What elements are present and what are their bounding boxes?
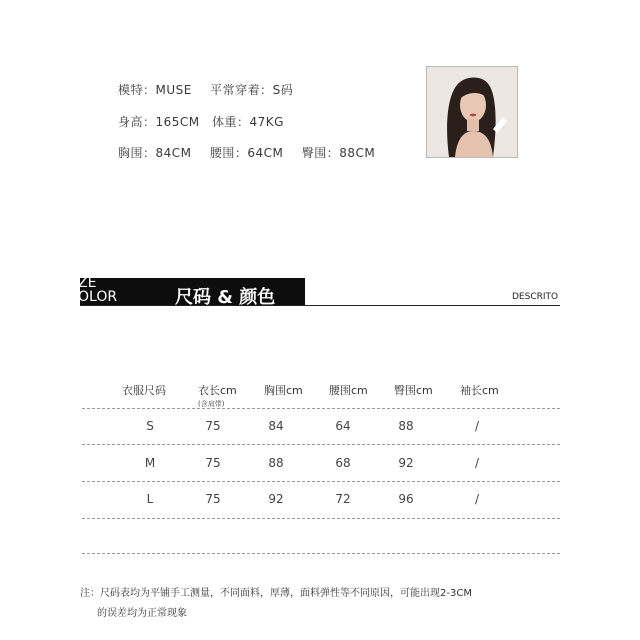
cell-sleeve: / [474, 492, 480, 506]
model-info-line-3 [118, 144, 375, 161]
note-line-1: 注：尺码表均为平铺手工测量，不同面料，厚薄，面料弹性等不同原因，可能出现2-3CM [80, 588, 472, 599]
table-rule [82, 481, 560, 482]
section-en-title: ZE OLOR [78, 275, 118, 305]
section-descriptor: DESCRITO [512, 292, 559, 302]
table-header-length: 衣长cm (含肩带) [198, 384, 237, 408]
model-info-line-2 [118, 113, 284, 130]
cell-size: M [144, 456, 156, 470]
model-bust: 胸围：84CM [118, 146, 192, 160]
table-header-length-note: (含肩带) [198, 400, 225, 408]
cell-hip: 88 [398, 419, 414, 433]
model-portrait-image [427, 67, 517, 157]
table-header-size: 衣服尺码 [122, 384, 166, 397]
cell-bust: 88 [268, 456, 284, 470]
cell-sleeve: / [474, 419, 480, 433]
model-waist: 腰围：64CM [209, 146, 284, 160]
model-photo [426, 66, 518, 158]
table-rule [82, 408, 560, 409]
cell-waist: 72 [335, 492, 351, 506]
table-rule [82, 444, 560, 445]
table-header-hip: 臀围cm [394, 384, 433, 397]
cell-waist: 64 [335, 419, 351, 433]
model-info-line-1 [118, 81, 293, 98]
table-rule [82, 553, 560, 554]
cell-waist: 68 [335, 456, 351, 470]
section-divider-line [80, 305, 560, 306]
cell-length: 75 [205, 492, 221, 506]
cell-hip: 92 [398, 456, 414, 470]
model-usual-size: 平常穿着：S码 [210, 83, 294, 97]
cell-bust: 84 [268, 419, 284, 433]
cell-sleeve: / [474, 456, 480, 470]
table-header-waist: 腰围cm [329, 384, 368, 397]
table-header-sleeve: 袖长cm [460, 384, 499, 397]
model-name: 模特：MUSE [118, 83, 192, 97]
table-header-bust: 胸围cm [264, 384, 303, 397]
cell-length: 75 [205, 456, 221, 470]
model-height: 身高：165CM [118, 115, 200, 129]
model-hip: 臀围：88CM [301, 146, 376, 160]
model-weight: 体重：47KG [211, 115, 284, 129]
table-rule [82, 518, 560, 519]
section-title: 尺码 & 颜色 [175, 287, 276, 308]
cell-bust: 92 [268, 492, 284, 506]
note-line-2: 的误差均为正常现象 [97, 608, 187, 619]
cell-size: S [146, 419, 154, 433]
cell-length: 75 [205, 419, 221, 433]
cell-hip: 96 [398, 492, 414, 506]
cell-size: L [146, 492, 154, 506]
